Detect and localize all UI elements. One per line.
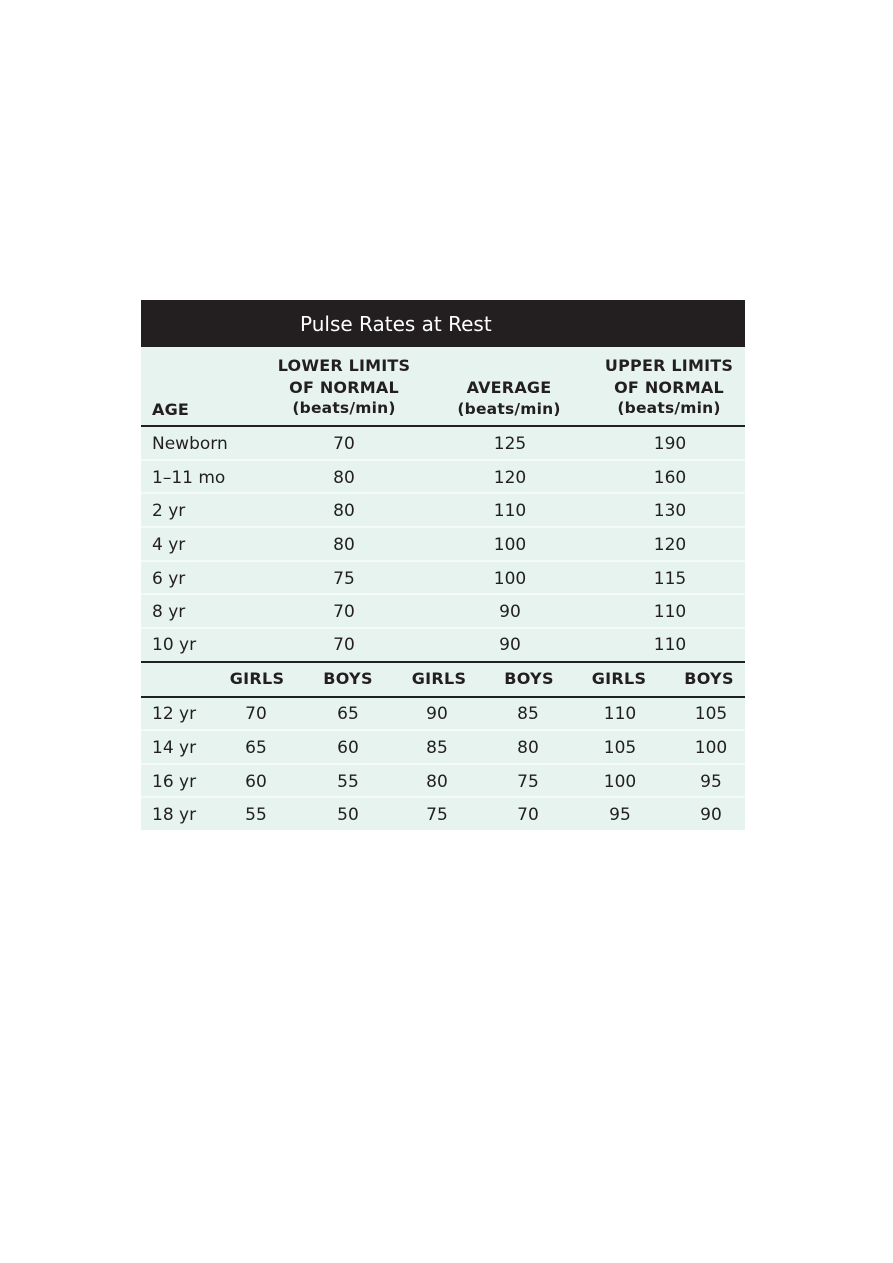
boys-value-cell: 80 [517,738,539,758]
age-cell: 14 yr [152,738,197,758]
average-cell: 100 [493,535,527,555]
row-separator [141,627,745,629]
boys-value-cell: 95 [700,772,722,792]
average-cell: 120 [493,468,527,488]
row-separator [141,763,745,765]
age-cell: 2 yr [152,501,186,521]
upper-limit-cell: 120 [653,535,687,555]
girls-value-cell: 75 [426,805,448,825]
age-cell: 8 yr [152,602,186,622]
lower-limit-cell: 70 [333,635,355,655]
upper-limit-cell: 110 [653,602,687,622]
girls-value-cell: 105 [603,738,637,758]
age-cell: 6 yr [152,569,186,589]
girls-value-cell: 60 [245,772,267,792]
girls-value-cell: 100 [603,772,637,792]
girls-value-cell: 95 [609,805,631,825]
age-cell: 10 yr [152,635,197,655]
header-rule [141,425,745,427]
boys-value-cell: 60 [337,738,359,758]
boys-value-cell: 50 [337,805,359,825]
row-separator [141,796,745,798]
girls-value-cell: 85 [426,738,448,758]
girls-value-cell: 65 [245,738,267,758]
header-average: AVERAGE (beats/min) [457,378,561,418]
average-cell: 110 [493,501,527,521]
row-separator [141,459,745,461]
girls-value-cell: 70 [245,704,267,724]
boys-value-cell: 75 [517,772,539,792]
sub-header-boys: BOYS [323,669,373,688]
sub-header-bottom-rule [141,696,745,698]
girls-value-cell: 90 [426,704,448,724]
girls-value-cell: 55 [245,805,267,825]
average-cell: 90 [499,635,521,655]
row-separator [141,526,745,528]
lower-limit-cell: 80 [333,468,355,488]
age-cell: Newborn [152,434,228,454]
upper-limit-cell: 115 [653,569,687,589]
age-cell: 18 yr [152,805,197,825]
average-cell: 100 [493,569,527,589]
table-title-bar [141,300,745,347]
lower-limit-cell: 70 [333,602,355,622]
boys-value-cell: 105 [694,704,728,724]
lower-limit-cell: 80 [333,501,355,521]
row-separator [141,560,745,562]
sub-header-top-rule [141,661,745,663]
row-separator [141,729,745,731]
lower-limit-cell: 70 [333,434,355,454]
average-cell: 90 [499,602,521,622]
lower-limit-cell: 75 [333,569,355,589]
age-cell: 1–11 mo [152,468,226,488]
sub-header-boys: BOYS [504,669,554,688]
lower-limit-cell: 80 [333,535,355,555]
upper-limit-cell: 190 [653,434,687,454]
sub-header-girls: GIRLS [411,669,467,688]
age-cell: 4 yr [152,535,186,555]
boys-value-cell: 55 [337,772,359,792]
average-cell: 125 [493,434,527,454]
upper-limit-cell: 130 [653,501,687,521]
boys-value-cell: 70 [517,805,539,825]
sub-header-boys: BOYS [684,669,734,688]
header-age: AGE [152,400,190,419]
row-separator [141,492,745,494]
sub-header-girls: GIRLS [591,669,647,688]
girls-value-cell: 80 [426,772,448,792]
age-cell: 12 yr [152,704,197,724]
header-lower-limits: LOWER LIMITS OF NORMAL (beats/min) [277,356,411,417]
age-cell: 16 yr [152,772,197,792]
boys-value-cell: 100 [694,738,728,758]
boys-value-cell: 90 [700,805,722,825]
upper-limit-cell: 160 [653,468,687,488]
pulse-rates-table [141,300,745,830]
table-title: Pulse Rates at Rest [300,312,492,336]
girls-value-cell: 110 [603,704,637,724]
boys-value-cell: 85 [517,704,539,724]
upper-limit-cell: 110 [653,635,687,655]
boys-value-cell: 65 [337,704,359,724]
row-separator [141,593,745,595]
sub-header-girls: GIRLS [229,669,285,688]
header-upper-limits: UPPER LIMITS OF NORMAL (beats/min) [604,356,734,417]
